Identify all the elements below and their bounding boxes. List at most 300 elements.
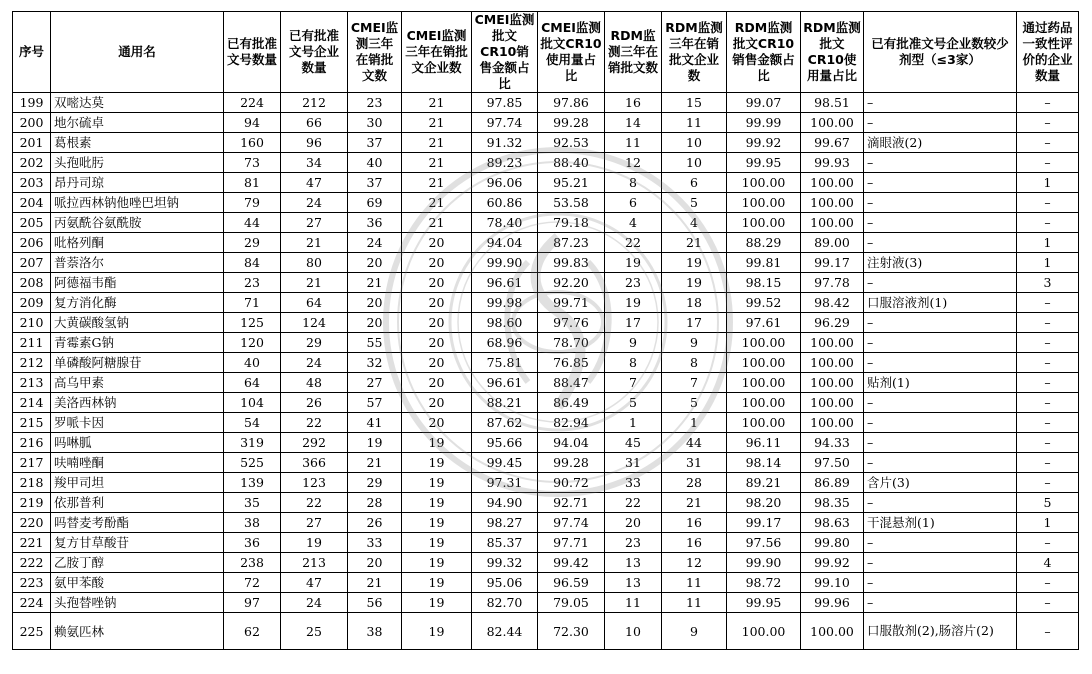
table-cell: 57 — [348, 393, 402, 413]
table-cell: – — [1017, 453, 1079, 473]
table-cell: 78.40 — [472, 213, 538, 233]
table-cell: 54 — [224, 413, 281, 433]
table-cell: 滴眼液(2) — [864, 133, 1017, 153]
table-cell: 丙氨酰谷氨酰胺 — [51, 213, 224, 233]
table-cell: 33 — [348, 533, 402, 553]
table-cell: 96.61 — [472, 273, 538, 293]
table-cell: – — [1017, 533, 1079, 553]
table-cell: 13 — [605, 573, 662, 593]
table-cell: 100.00 — [727, 213, 801, 233]
table-cell: – — [864, 593, 1017, 613]
table-cell: 11 — [662, 113, 727, 133]
table-cell: 21 — [348, 573, 402, 593]
table-cell: 乙胺丁醇 — [51, 553, 224, 573]
table-cell: 22 — [281, 413, 348, 433]
table-cell: 98.15 — [727, 273, 801, 293]
table-cell: 20 — [402, 233, 472, 253]
drug-statistics-table — [12, 11, 1079, 650]
table-cell: 99.93 — [801, 153, 864, 173]
table-cell: 209 — [13, 293, 51, 313]
table-cell: 19 — [662, 253, 727, 273]
table-cell: 206 — [13, 233, 51, 253]
table-cell: 82.44 — [472, 613, 538, 650]
table-cell: 23 — [348, 93, 402, 113]
table-cell: 97.86 — [538, 93, 605, 113]
table-cell: 78.70 — [538, 333, 605, 353]
table-row — [13, 313, 1079, 333]
table-cell: 85.37 — [472, 533, 538, 553]
table-cell: 21 — [402, 213, 472, 233]
table-cell: – — [1017, 213, 1079, 233]
table-cell: 97.50 — [801, 453, 864, 473]
table-row — [13, 233, 1079, 253]
table-cell: 6 — [605, 193, 662, 213]
table-cell: 71 — [224, 293, 281, 313]
table-cell: 5 — [662, 193, 727, 213]
table-cell: 99.32 — [472, 553, 538, 573]
table-cell: – — [1017, 353, 1079, 373]
table-cell: 100.00 — [801, 173, 864, 193]
table-cell: 20 — [605, 513, 662, 533]
table-cell: 99.95 — [727, 593, 801, 613]
table-cell: 16 — [605, 93, 662, 113]
table-cell: 9 — [662, 333, 727, 353]
table-cell: – — [1017, 613, 1079, 650]
column-header: 已有批准文号企业数较少剂型（≤3家） — [864, 12, 1017, 93]
table-cell: 12 — [605, 153, 662, 173]
table-cell: 55 — [348, 333, 402, 353]
table-cell: 100.00 — [801, 333, 864, 353]
table-cell: 120 — [224, 333, 281, 353]
table-header-row — [13, 12, 1079, 93]
table-row — [13, 373, 1079, 393]
table-cell: 口服溶液剂(1) — [864, 293, 1017, 313]
table-cell: 21 — [662, 493, 727, 513]
table-cell: 29 — [224, 233, 281, 253]
table-cell: 22 — [605, 233, 662, 253]
table-cell: 29 — [281, 333, 348, 353]
table-cell: 口服散剂(2),肠溶片(2) — [864, 613, 1017, 650]
table-cell: 96.11 — [727, 433, 801, 453]
table-cell: 72 — [224, 573, 281, 593]
table-cell: 20 — [402, 293, 472, 313]
table-cell: 98.51 — [801, 93, 864, 113]
table-cell: 99.81 — [727, 253, 801, 273]
table-cell: 赖氨匹林 — [51, 613, 224, 650]
table-cell: 高乌甲素 — [51, 373, 224, 393]
table-cell: 212 — [281, 93, 348, 113]
table-cell: – — [1017, 293, 1079, 313]
table-cell: 19 — [402, 433, 472, 453]
table-cell: 97 — [224, 593, 281, 613]
table-cell: 23 — [224, 273, 281, 293]
table-cell: 20 — [402, 313, 472, 333]
table-cell: 44 — [662, 433, 727, 453]
table-cell: 21 — [402, 113, 472, 133]
table-cell: 100.00 — [801, 213, 864, 233]
table-cell: 99.67 — [801, 133, 864, 153]
table-cell: 17 — [605, 313, 662, 333]
table-row — [13, 613, 1079, 650]
table-cell: – — [864, 173, 1017, 193]
table-cell: 86.49 — [538, 393, 605, 413]
table-row — [13, 333, 1079, 353]
table-cell: 62 — [224, 613, 281, 650]
table-cell: 19 — [402, 533, 472, 553]
table-cell: 86.89 — [801, 473, 864, 493]
table-cell: – — [864, 333, 1017, 353]
table-row — [13, 133, 1079, 153]
table-cell: 19 — [281, 533, 348, 553]
table-cell: 40 — [348, 153, 402, 173]
table-cell: 24 — [281, 353, 348, 373]
table-cell: 注射液(3) — [864, 253, 1017, 273]
table-cell: – — [864, 493, 1017, 513]
table-cell: 18 — [662, 293, 727, 313]
table-cell: 89.21 — [727, 473, 801, 493]
table-cell: 96.06 — [472, 173, 538, 193]
table-cell: 60.86 — [472, 193, 538, 213]
table-body — [13, 93, 1079, 650]
table-cell: 9 — [605, 333, 662, 353]
table-cell: 27 — [281, 513, 348, 533]
table-cell: – — [864, 193, 1017, 213]
table-cell: 27 — [348, 373, 402, 393]
column-header: CMEI监测批文CR10使用量占比 — [538, 12, 605, 93]
table-cell: 4 — [605, 213, 662, 233]
table-cell: 14 — [605, 113, 662, 133]
table-cell: 9 — [662, 613, 727, 650]
column-header: 序号 — [13, 12, 51, 93]
table-cell: 90.72 — [538, 473, 605, 493]
table-row — [13, 413, 1079, 433]
column-header: 已有批准文号企业数量 — [281, 12, 348, 93]
table-cell: 大黄碳酸氢钠 — [51, 313, 224, 333]
table-cell: 97.74 — [538, 513, 605, 533]
table-row — [13, 433, 1079, 453]
table-cell: 99.99 — [727, 113, 801, 133]
table-cell: 1 — [605, 413, 662, 433]
table-cell: 319 — [224, 433, 281, 453]
table-row — [13, 473, 1079, 493]
table-cell: 79.05 — [538, 593, 605, 613]
table-cell: 28 — [348, 493, 402, 513]
table-cell: 10 — [662, 153, 727, 173]
table-cell: 104 — [224, 393, 281, 413]
table-cell: 48 — [281, 373, 348, 393]
table-cell: 221 — [13, 533, 51, 553]
table-cell: 21 — [402, 193, 472, 213]
column-header: 已有批准文号数量 — [224, 12, 281, 93]
table-cell: 5 — [605, 393, 662, 413]
column-header: RDM监测批文CR10销售金额占比 — [727, 12, 801, 93]
table-cell: 呋喃唑酮 — [51, 453, 224, 473]
table-cell: 20 — [348, 313, 402, 333]
table-cell: 20 — [402, 333, 472, 353]
table-cell: 青霉素G钠 — [51, 333, 224, 353]
table-cell: 97.85 — [472, 93, 538, 113]
table-cell: – — [1017, 393, 1079, 413]
table-cell: 72.30 — [538, 613, 605, 650]
table-cell: 94.04 — [538, 433, 605, 453]
table-row — [13, 353, 1079, 373]
table-cell: 100.00 — [727, 413, 801, 433]
table-cell: 21 — [402, 93, 472, 113]
table-cell: 100.00 — [801, 393, 864, 413]
table-cell: 7 — [605, 373, 662, 393]
table-cell: – — [864, 233, 1017, 253]
table-row — [13, 153, 1079, 173]
table-cell: 53.58 — [538, 193, 605, 213]
table-cell: 200 — [13, 113, 51, 133]
table-cell: 94.90 — [472, 493, 538, 513]
drug-table-container — [12, 11, 1079, 650]
table-cell: 64 — [281, 293, 348, 313]
table-cell: 5 — [662, 393, 727, 413]
table-cell: 普萘洛尔 — [51, 253, 224, 273]
table-cell: 96.61 — [472, 373, 538, 393]
table-cell: 20 — [348, 253, 402, 273]
table-cell: 214 — [13, 393, 51, 413]
table-cell: 氨甲苯酸 — [51, 573, 224, 593]
table-cell: 4 — [662, 213, 727, 233]
table-cell: 96.29 — [801, 313, 864, 333]
table-cell: – — [1017, 413, 1079, 433]
table-cell: 100.00 — [727, 373, 801, 393]
table-cell: 99.80 — [801, 533, 864, 553]
table-cell: 头孢吡肟 — [51, 153, 224, 173]
table-cell: – — [864, 573, 1017, 593]
table-cell: 92.53 — [538, 133, 605, 153]
table-cell: 哌拉西林钠他唑巴坦钠 — [51, 193, 224, 213]
table-cell: 33 — [605, 473, 662, 493]
table-cell: 225 — [13, 613, 51, 650]
table-cell: 213 — [13, 373, 51, 393]
table-cell: 88.21 — [472, 393, 538, 413]
table-cell: 96 — [281, 133, 348, 153]
table-cell: 吡格列酮 — [51, 233, 224, 253]
table-cell: 94.33 — [801, 433, 864, 453]
table-cell: 98.20 — [727, 493, 801, 513]
table-row — [13, 573, 1079, 593]
table-cell: 19 — [402, 493, 472, 513]
table-cell: 12 — [662, 553, 727, 573]
table-cell: 100.00 — [801, 413, 864, 433]
table-cell: 11 — [605, 133, 662, 153]
table-cell: 40 — [224, 353, 281, 373]
table-cell: 160 — [224, 133, 281, 153]
table-cell: 1 — [1017, 513, 1079, 533]
table-cell: 19 — [605, 253, 662, 273]
table-cell: 216 — [13, 433, 51, 453]
table-cell: 21 — [348, 453, 402, 473]
table-cell: – — [864, 433, 1017, 453]
table-cell: 97.76 — [538, 313, 605, 333]
table-cell: 97.31 — [472, 473, 538, 493]
table-row — [13, 253, 1079, 273]
table-cell: 97.71 — [538, 533, 605, 553]
table-row — [13, 393, 1079, 413]
table-cell: 35 — [224, 493, 281, 513]
table-cell: 292 — [281, 433, 348, 453]
table-cell: 56 — [348, 593, 402, 613]
table-cell: – — [1017, 433, 1079, 453]
table-cell: 82.70 — [472, 593, 538, 613]
table-cell: 99.45 — [472, 453, 538, 473]
table-cell: 葛根素 — [51, 133, 224, 153]
table-cell: 26 — [281, 393, 348, 413]
table-cell: 6 — [662, 173, 727, 193]
table-cell: 100.00 — [727, 613, 801, 650]
table-cell: 10 — [605, 613, 662, 650]
table-cell: 罗哌卡因 — [51, 413, 224, 433]
table-cell: 79.18 — [538, 213, 605, 233]
table-cell: 5 — [1017, 493, 1079, 513]
table-cell: 100.00 — [801, 113, 864, 133]
column-header: RDM监测批文CR10使用量占比 — [801, 12, 864, 93]
column-header: CMEI监测三年在销批文数 — [348, 12, 402, 93]
table-cell: – — [864, 313, 1017, 333]
table-row — [13, 93, 1079, 113]
table-cell: 211 — [13, 333, 51, 353]
table-cell: 吗替麦考酚酯 — [51, 513, 224, 533]
table-cell: 202 — [13, 153, 51, 173]
table-cell: 19 — [402, 513, 472, 533]
table-cell: 89.23 — [472, 153, 538, 173]
column-header: RDM监测三年在销批文数 — [605, 12, 662, 93]
table-cell: 98.35 — [801, 493, 864, 513]
table-cell: 99.90 — [727, 553, 801, 573]
table-cell: 16 — [662, 513, 727, 533]
table-cell: 81 — [224, 173, 281, 193]
table-cell: 99.92 — [727, 133, 801, 153]
table-cell: 73 — [224, 153, 281, 173]
table-cell: – — [864, 273, 1017, 293]
table-cell: 34 — [281, 153, 348, 173]
table-cell: 217 — [13, 453, 51, 473]
table-cell: 100.00 — [727, 173, 801, 193]
column-header: RDM监测三年在销批文企业数 — [662, 12, 727, 93]
table-cell: 20 — [402, 253, 472, 273]
table-cell: 20 — [402, 353, 472, 373]
table-cell: 31 — [605, 453, 662, 473]
table-cell: 89.00 — [801, 233, 864, 253]
table-cell: – — [1017, 153, 1079, 173]
table-cell: – — [1017, 133, 1079, 153]
table-cell: 羧甲司坦 — [51, 473, 224, 493]
table-cell: 27 — [281, 213, 348, 233]
table-cell: 32 — [348, 353, 402, 373]
table-cell: 123 — [281, 473, 348, 493]
table-cell: 20 — [348, 293, 402, 313]
table-cell: 199 — [13, 93, 51, 113]
table-cell: 24 — [348, 233, 402, 253]
table-cell: 97.74 — [472, 113, 538, 133]
table-row — [13, 493, 1079, 513]
table-cell: 220 — [13, 513, 51, 533]
table-cell: – — [864, 93, 1017, 113]
table-row — [13, 273, 1079, 293]
table-row — [13, 213, 1079, 233]
table-cell: 75.81 — [472, 353, 538, 373]
table-cell: 99.17 — [727, 513, 801, 533]
table-cell: 19 — [402, 553, 472, 573]
table-cell: 1 — [1017, 253, 1079, 273]
table-cell: 215 — [13, 413, 51, 433]
table-cell: 87.62 — [472, 413, 538, 433]
table-cell: 17 — [662, 313, 727, 333]
table-cell: 贴剂(1) — [864, 373, 1017, 393]
table-cell: 95.21 — [538, 173, 605, 193]
table-cell: 208 — [13, 273, 51, 293]
table-cell: 13 — [605, 553, 662, 573]
table-cell: 31 — [662, 453, 727, 473]
table-cell: 21 — [281, 273, 348, 293]
table-cell: 20 — [402, 273, 472, 293]
table-cell: – — [864, 113, 1017, 133]
table-cell: 84 — [224, 253, 281, 273]
table-cell: 366 — [281, 453, 348, 473]
table-cell: 21 — [402, 133, 472, 153]
table-cell: 38 — [224, 513, 281, 533]
table-cell: 10 — [662, 133, 727, 153]
table-cell: 26 — [348, 513, 402, 533]
table-cell: 64 — [224, 373, 281, 393]
table-cell: 125 — [224, 313, 281, 333]
table-cell: 66 — [281, 113, 348, 133]
table-cell: 99.96 — [801, 593, 864, 613]
table-cell: 8 — [605, 353, 662, 373]
table-cell: 99.07 — [727, 93, 801, 113]
table-cell: 8 — [605, 173, 662, 193]
table-cell: 79 — [224, 193, 281, 213]
table-cell: 201 — [13, 133, 51, 153]
table-cell: 99.42 — [538, 553, 605, 573]
table-cell: 80 — [281, 253, 348, 273]
table-cell: 99.52 — [727, 293, 801, 313]
table-cell: 98.60 — [472, 313, 538, 333]
table-cell: 87.23 — [538, 233, 605, 253]
table-cell: 昂丹司琼 — [51, 173, 224, 193]
table-cell: 76.85 — [538, 353, 605, 373]
table-cell: 19 — [402, 573, 472, 593]
table-cell: 97.56 — [727, 533, 801, 553]
table-cell: – — [1017, 333, 1079, 353]
table-row — [13, 113, 1079, 133]
column-header: 通过药品一致性评价的企业数量 — [1017, 12, 1079, 93]
table-cell: – — [864, 533, 1017, 553]
table-cell: 98.63 — [801, 513, 864, 533]
table-cell: 47 — [281, 573, 348, 593]
table-cell: – — [1017, 593, 1079, 613]
table-cell: 3 — [1017, 273, 1079, 293]
table-cell: 94 — [224, 113, 281, 133]
table-cell: 阿德福韦酯 — [51, 273, 224, 293]
table-cell: 100.00 — [801, 193, 864, 213]
table-row — [13, 293, 1079, 313]
table-cell: 99.90 — [472, 253, 538, 273]
table-cell: 82.94 — [538, 413, 605, 433]
table-cell: – — [864, 213, 1017, 233]
table-cell: 21 — [662, 233, 727, 253]
table-cell: 16 — [662, 533, 727, 553]
table-cell: 218 — [13, 473, 51, 493]
table-cell: 98.27 — [472, 513, 538, 533]
table-cell: 212 — [13, 353, 51, 373]
table-cell: – — [1017, 193, 1079, 213]
table-cell: 19 — [402, 593, 472, 613]
table-cell: 124 — [281, 313, 348, 333]
